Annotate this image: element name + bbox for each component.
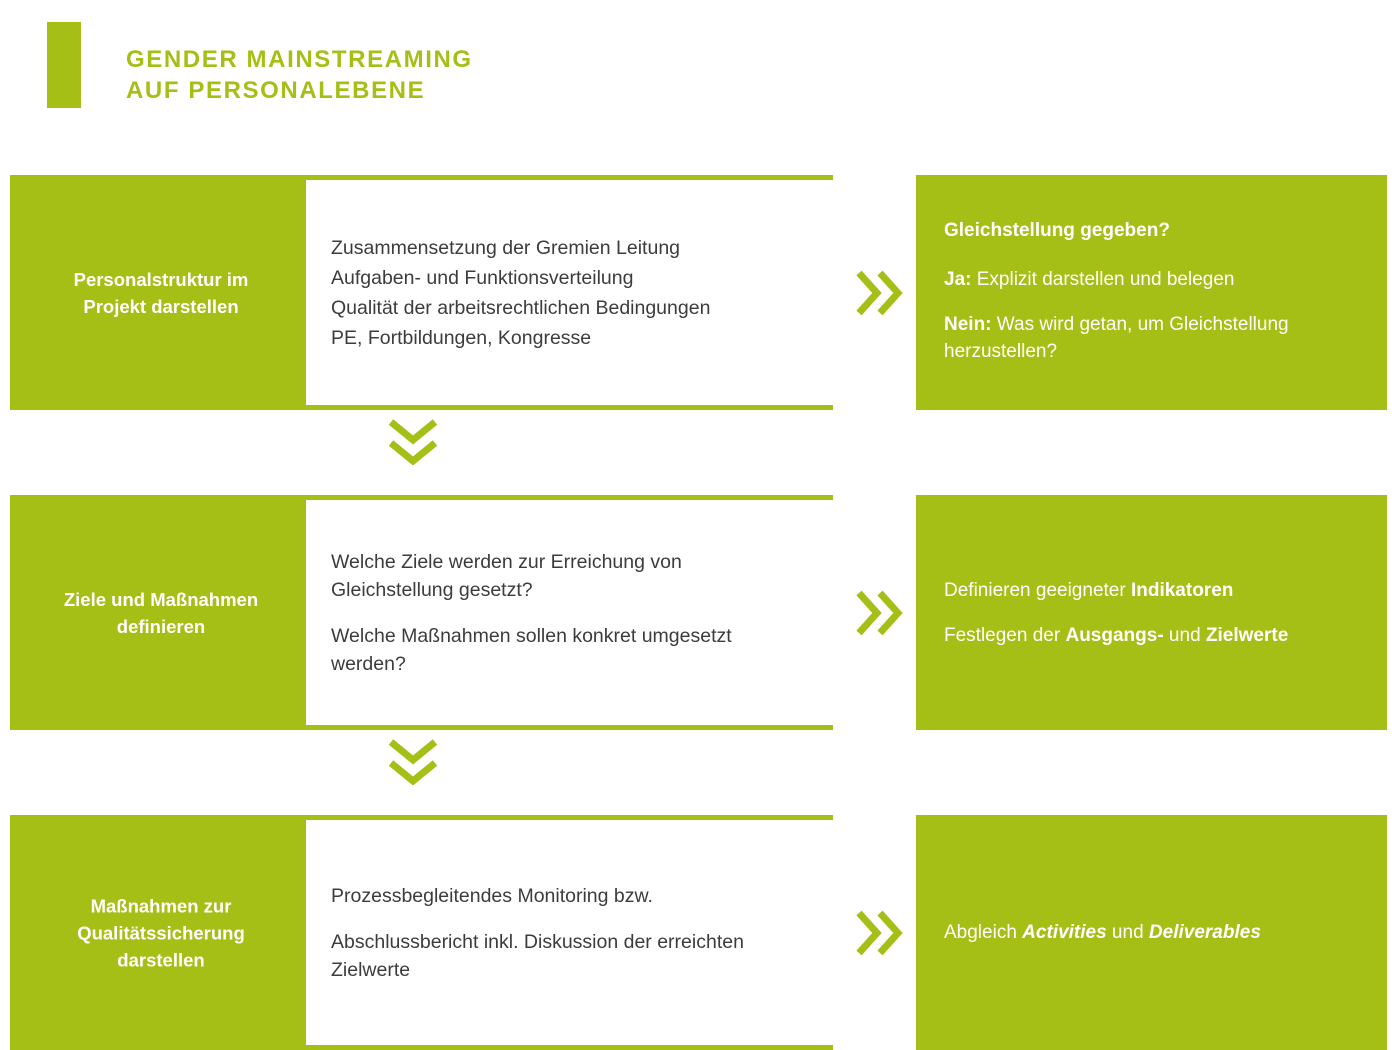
row-2-result-item-2-pre: Festlegen der [944,624,1066,646]
row-2-label [22,586,300,640]
row-1-item-2: Aufgaben- und Funktionsverteilung [331,266,634,289]
row-3-label-line-3: darstellen [117,949,205,970]
page-title-line-2: AUF PERSONALEBENE [126,77,426,104]
row-2-result-item-1-pre: Definieren geeigneter [944,579,1131,601]
row-2-result-item-2 [944,622,1359,649]
row-1-result-item-1 [944,266,1359,293]
connector-gap-1 [10,410,1387,495]
chevron-double-right-icon [855,267,903,319]
row-2-label-line-2: definieren [116,615,206,637]
row-3-result-item-1-italic: Activities [1022,922,1107,943]
row-3-para-2: Abschlussbericht inkl. Diskussion der erreichten Zielwerte [331,930,744,981]
row-3-result-item-1-italic-2: Deliverables [1148,922,1261,943]
row-1-item-3: Qualität der arbeitsrechtlichen Bedingungen [331,296,711,319]
row-2-result-item-2-post: und [1163,624,1206,646]
row-1-item-1: Zusammensetzung der Gremien Leitung [331,236,681,259]
diagram-row-2 [10,495,1387,730]
row-3-label [22,892,300,973]
page-title-line-1: GENDER MAINSTREAMING [126,46,473,73]
row-2-content-box [306,500,834,725]
row-1-label-line-2: Projekt darstellen [83,295,239,317]
diagram-rows [10,175,1387,1050]
row-1-result-item-2 [944,311,1359,365]
row-3-para-1: Prozessbegleitendes Monitoring bzw. [331,884,653,907]
row-3-result-item-1-mid: und [1106,922,1149,943]
row-1-result-item-2-text: Was wird getan, um Gleichstellung herzustellen? [944,314,1289,362]
diagram-row-1 [10,175,1387,410]
row-2-result-item-2-bold: Ausgangs- [1065,624,1164,646]
diagram-row-3 [10,815,1387,1050]
header-title-block [126,44,473,106]
chevron-double-right-icon [855,907,903,959]
row-2-result-item-1-bold: Indikatoren [1130,579,1234,601]
row-1-label-line-1: Personalstruktur im [73,268,249,290]
row-1-content-box [306,180,834,405]
row-3-result-box [916,815,1387,1050]
row-2-para-1: Welche Ziele werden zur Erreichung von Gleichstellung gesetzt? [331,550,682,601]
row-1-result-item-1-lead: Ja: [944,269,972,290]
row-1-result-item-1-text: Explizit darstellen und belegen [971,269,1235,290]
row-1-label [22,266,300,320]
row-2-label-line-1: Ziele und Maßnahmen [63,588,259,610]
row-3-label-line-2: Qualitätssicherung [77,922,245,943]
row-1-result-box [916,175,1387,410]
row-2-para-2: Welche Maßnahmen sollen konkret umgesetzt werden? [331,624,732,675]
connector-gap-2 [10,730,1387,815]
row-3-result-item-1 [944,919,1359,946]
row-1-result-item-2-lead: Nein: [944,314,992,335]
row-3-result-item-1-pre: Abgleich [944,922,1023,943]
chevron-double-down-icon [385,738,441,786]
header-accent-bar [47,22,81,108]
chevron-double-down-icon [385,418,441,466]
row-1-item-4: PE, Fortbildungen, Kongresse [331,326,592,349]
row-2-result-item-1 [944,577,1359,604]
row-1-result-title: Gleichstellung gegeben? [944,220,1170,241]
page-header [47,22,473,108]
chevron-double-right-icon [855,587,903,639]
row-3-label-line-1: Maßnahmen zur [90,895,232,916]
row-3-content-box [306,820,834,1045]
row-2-result-item-2-bold-2: Zielwerte [1205,624,1289,646]
row-2-result-box [916,495,1387,730]
